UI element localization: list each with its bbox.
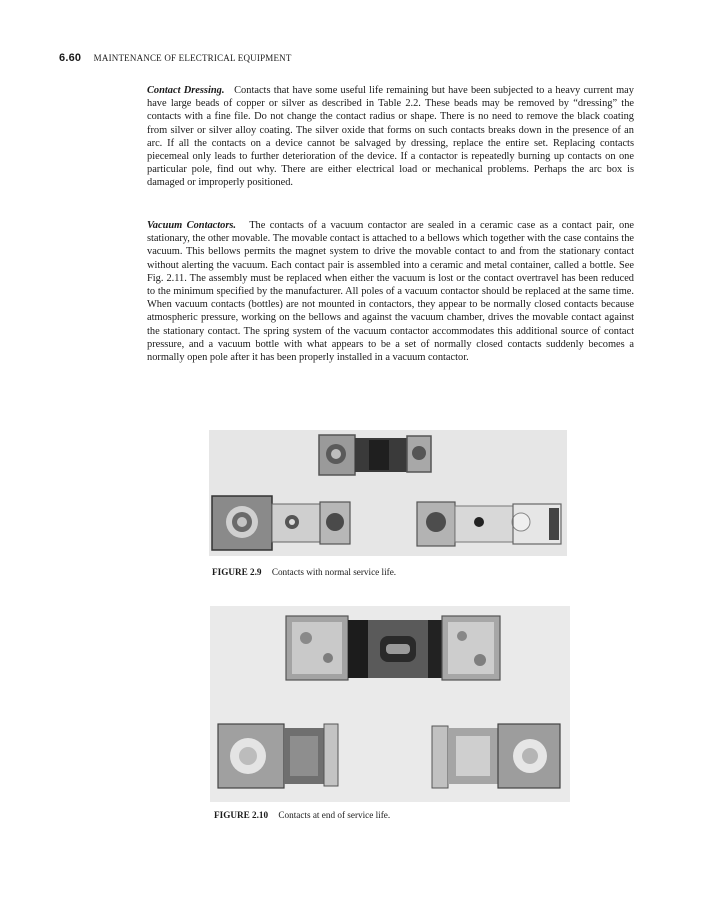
top-worn-contact [286, 616, 500, 680]
bottom-left-contact [212, 496, 350, 550]
figure-caption-text: Contacts at end of service life. [278, 810, 391, 820]
page-number: 6.60 [59, 52, 82, 64]
bottom-right-worn-contact [432, 724, 560, 788]
paragraph-text: Contacts that have some useful life remaining but have been subjected to a heavy current may have large beads of copper or silver as described in Table 2.2. These beads may be removed by “dressing” the contacts with a fine file. Do not change the contact radius or shape. There is no need to remove the black coating from silver or silver alloy coating. The silver oxide that forms on such contacts breaks down in the presence of an arc. If all the contacts on a device cannot be salvaged by dressing, replace the entire set. Replacing contacts piecemeal only leads to further deterioration of the device. If a contactor is repeatedly burning up contacts on one particular pole, find out why. There are either electrical load or mechanical problems. Perhaps the arc box is damaged or improperly positioned. [147, 85, 634, 189]
contacts-worn-photo [210, 606, 570, 802]
figure-2-10-photo [210, 606, 570, 802]
top-contact [319, 435, 431, 475]
figure-2-9-photo [209, 430, 567, 556]
paragraph-text: The contacts of a vacuum contactor are sealed in a ceramic case as a contact pair, one stationary, the other movable. The movable contact is attached to a bellows which together with the case contains the vacuum. This bellows permits the magnet system to drive the movable contact to and from the stationary contact without alerting the vacuum. Each contact pair is assembled into a ceramic and metal container, called a bottle. See Fig. 2.11. The assembly must be replaced when either the vacuum is lost or the contact overtravel has been reduced to the minimum specified by the manufacturer. All poles of a vacuum contactor should be replaced at the same time. When vacuum contacts (bottles) are not mounted in contactors, they appear to be normally closed contacts because atmospheric pressure, working on the bellows and against the vacuum chamber, drives the movable contact against the stationary contact. The spring system of the vacuum contactor accommodates this additional source of contact pressure, and a vacuum bottle with what appears to be a set of normally closed contacts suddenly becomes a normally open pole after it has been properly installed in a vacuum contactor. [147, 220, 635, 364]
section-heading: Vacuum Contactors. [147, 220, 237, 231]
running-header [59, 52, 292, 64]
paragraph-vacuum-contactors [147, 219, 634, 364]
contacts-normal-photo [209, 430, 567, 556]
figure-label: FIGURE 2.10 [214, 810, 269, 820]
figure-label: FIGURE 2.9 [212, 567, 262, 577]
running-title: MAINTENANCE OF ELECTRICAL EQUIPMENT [93, 53, 292, 63]
figure-2-9-caption [212, 567, 396, 577]
figure-2-10-caption [214, 810, 390, 820]
bottom-left-worn-contact [218, 724, 338, 788]
figure-caption-text: Contacts with normal service life. [271, 567, 397, 577]
section-heading: Contact Dressing. [147, 85, 225, 96]
paragraph-contact-dressing [147, 84, 634, 190]
